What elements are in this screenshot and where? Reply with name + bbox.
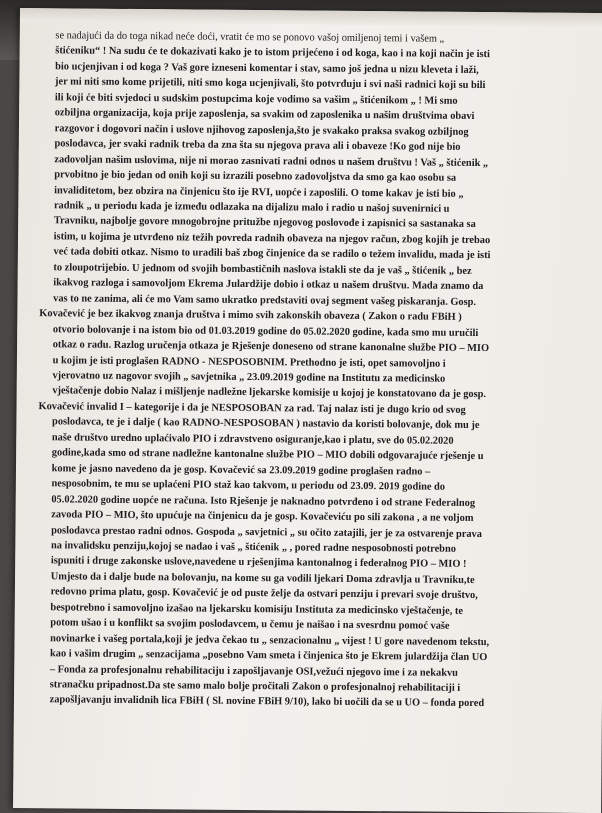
text-line: to zloupotrijebio. U jednom od svojih bombastičnih naslova istakli ste da je vaš „ štićenik „ bez [53, 262, 472, 277]
text-line: novinarke i vašeg portala,koji je jedva čekao tu „ senzacionalnu „ vijest ! U gore navedenom tekstu, [50, 632, 490, 648]
text-line: bio ucjenjivan i od koga ? Vaš gore izneseni komentar i stav, samo još jedna u nizu kleveta i laži, [55, 61, 479, 76]
text-line: nesposobnim, te mu se uplaćeni PIO staž kao takvom, u periodu od 23.09. 2019 godine do [51, 478, 446, 493]
text-line: Travniku, najbolje govore mnogobrojne pritužbe njegovog poslovođe i zapisnici sa sastanaka sa [53, 215, 476, 231]
text-line: vještačenje dobio Nalaz i mišljenje nadležne ljekarske komisije u kojoj je konstatovano da je gosp. [52, 385, 487, 401]
text-line: zavoda PIO – MIO, što upućuje na činjenicu da je gosp. Kovačeviću po sili zakona , a ne voljom [51, 509, 474, 525]
text-line: Kovačević invalid I – kategorije i da je NESPOSOBAN za rad. Taj nalaz isti je dugo krio od svog [38, 401, 466, 416]
text-line: zapošljavanju invalidnih lica FBiH ( Sl. novine FBiH 9/10), lako bi uočili da se u UO – fonda pored [49, 694, 485, 710]
text-line: otvorio bolovanje i na istom bio od 01.03.2019 godine do 05.02.2020 godine, kada smo mu uručili [52, 323, 479, 339]
text-line: radnik „ u periodu kada je između odlazaka na dijalizu malo i radio u našoj suvenirnici u [53, 200, 450, 215]
text-line: kao i vašim drugim „ senzacijama „posebno Vam smeta i činjenica što je Ekrem julardžija član UO [50, 648, 488, 664]
text-line: godine,kada smo od strane nadležne kantonalne službe PIO – MIO dobili odgovarajuće rješenje u [51, 447, 484, 463]
text-line: Kovačević je bez ikakvog znanja društva i mimo svih zakonskih obaveza ( Zakon o radu FBiH ) [39, 308, 462, 324]
text-line: razgovor i dogovori način i uslove njihovog zaposlenja,što je svakako praksa svakog ozbiljnog [54, 123, 469, 138]
text-line: ispuniti i druge zakonske uslove,navedene u rješenjima kantonalnog i federalnog PIO – MIO ! [50, 555, 467, 571]
text-line: istim, u kojima je utvrđeno niz težih povreda radnih obaveza na njegov račun, zbog kojih je trebao [53, 231, 491, 247]
text-line: zadovoljan našim uslovima, nije ni morao zasnivati radni odnos u našem društvu ! Vaš „ štićenik „ [54, 153, 489, 169]
text-line: poslodavca, jer svaki radnik treba da zna šta su njegova prava ali i obaveze !Ko god nije bio [54, 138, 461, 154]
text-line: ikakvog razloga i samovoljom Ekrema Julardžije dobio i otkaz u našem društvu. Mada znamo da [53, 277, 484, 293]
text-line: – Fonda za profesjonalnu rehabilitaciju i zapošljavanje OSI,vežući njegovo ime i za nekakvu [49, 663, 458, 679]
text-line: kome je jasno navedeno da je gosp. Kovačević sa 23.09.2019 godine proglašen radno – [51, 462, 431, 478]
text-line: vjerovatno uz nagovor svojih „ savjetnika „ 23.09.2019 godine na Institutu za medicinsko [52, 370, 446, 385]
document-body [36, 28, 602, 713]
text-line: jer mi niti smo kome prijetili, niti smo koga ucjenjivali, što potvrđuju i svi naši radnici koji su bili [54, 76, 486, 92]
document-page [13, 8, 602, 813]
text-line: vas to ne zanima, ali će mo Vam samo ukratko predstaviti ovaj segment vašeg piskaranja. Gosp. [53, 293, 477, 308]
text-line: poslodavca prestao radni odnos. Gospoda „ savjetnici „ su očito zatajili, jer je za ostvarenje prava [51, 524, 482, 540]
text-line: redovno prima platu, gosp. Kovačević je od puste želje da ostvari penziju i prevari svoje društvo, [50, 586, 478, 602]
text-line: na invalidsku penziju,kojoj se nadao i vaš „ štićenik „ , pored radne nesposobnosti potrebno [50, 540, 456, 555]
text-line: poslodavca, te je i dalje ( kao RADNO-NESPOSOBAN ) nastavio da koristi bolovanje, dok mu je [52, 416, 480, 432]
text-line: naše društvo uredno uplaćivalo PIO i zdravstveno osiguranje,kao i platu, sve do 05.02.2020 [51, 432, 454, 447]
text-line: Umjesto da i dalje bude na bolovanju, na kome su ga vodili ljekari Doma zdravlja u Travniku,te [50, 571, 475, 586]
text-line: u kojim je isti proglašen RADNO - NESPOSOBNIM. Prethodno je isti, opet samovoljno i [52, 354, 446, 370]
text-line: otkaz o radu. Razlog uručenja otkaza je Rješenje doneseno od strane kanonalne službe PIO – MIO [52, 339, 490, 355]
text-line: ozbiljna organizacija, koja prije zaposlenja, sa svakim od zaposlenika u našim društvima obavi [54, 107, 475, 123]
text-line: već tada dobiti otkaz. Nismo to uradili baš zbog činjenice da se radilo o težem invalidu, mada je isti [53, 246, 491, 262]
text-line: potom ušao i u konflikt sa svojim poslodavcem, u čemu je naišao i na svesrdnu pomoć vaše [50, 617, 450, 632]
text-line: ili koji će biti svjedoci u sudskim postupcima koje vodimo sa vašim „ štićenikom „ ! Mi smo [54, 92, 458, 107]
text-line: invaliditetom, bez obzira na činjenicu što ije RVI, uopće i zaposlili. O tome kakav je isti bio „ [54, 184, 464, 200]
text-line: se nadajući da do toga nikad neće doći, vratit će mo se ponovo vašoj omiljenoj temi i vašem „ [55, 30, 445, 45]
text-line: štićeniku“ ! Na sudu će te dokazivati kako je to istom prijećeno i od koga, kao i na koji način je isti [55, 45, 490, 61]
text-line: bespotrebno i samovoljno izašao na ljekarsku komisiju Instituta za medicinsko vještačenje, te [50, 602, 464, 617]
text-line: stranačku pripadnost.Da ste samo malo bolje pročitali Zakon o profesjonalnoj rehabilitaciji i [49, 679, 461, 694]
text-line: 05.02.2020 godine uopće ne računa. Isto Rješenje je naknadno potvrđeno i od strane Federalnog [51, 493, 476, 509]
text-line: prvobitno je bio jedan od onih koji su izrazili posebno zadovoljstva da smo ga kao osobu sa [54, 169, 457, 184]
